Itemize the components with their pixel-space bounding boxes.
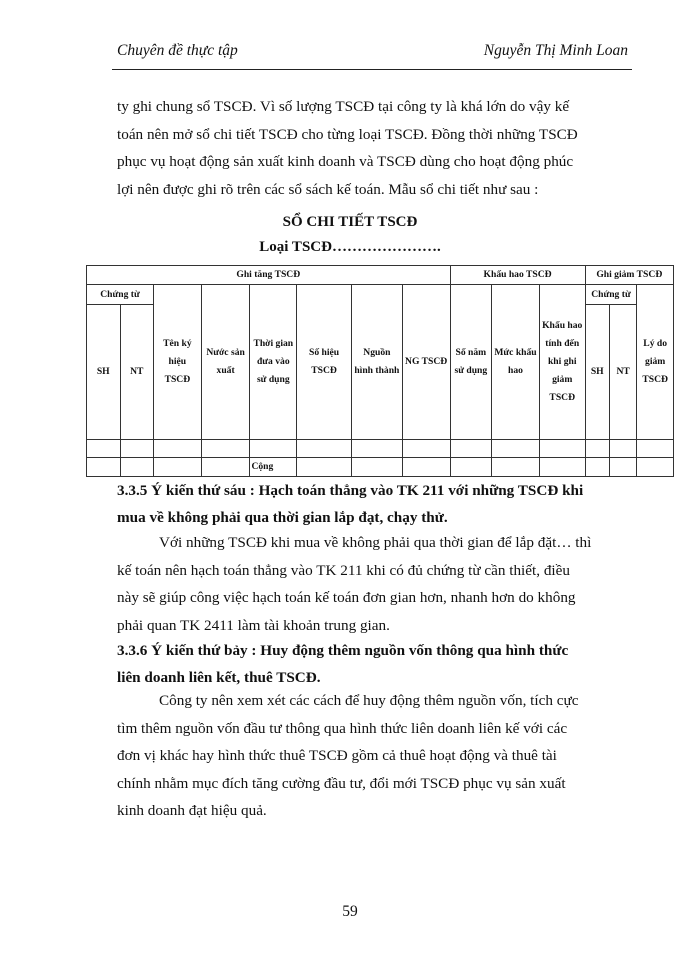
table-subgroup-header-row: [87, 285, 674, 305]
table-row: [87, 440, 674, 458]
group-depreciation-header: Khấu hao TSCĐ: [450, 266, 585, 285]
voucher-header-left: Chứng từ: [87, 285, 154, 305]
running-header-author: Nguyễn Thị Minh Loan: [483, 42, 628, 59]
col-decrease-reason: Lý do giảm TSCĐ: [637, 285, 674, 440]
col-country: Nước sản xuất: [201, 285, 250, 440]
col-nt-left: NT: [120, 305, 154, 440]
body-line: kế toán nên hạch toán thẳng vào TK 211 khi có đủ chứng từ cần thiết, điều: [117, 561, 570, 579]
col-original-cost: NG TSCĐ: [402, 285, 450, 440]
group-increase-header: Ghi tăng TSCĐ: [87, 266, 451, 285]
body-line: tìm thêm nguồn vốn đầu tư thông qua hình thức liên doanh liên kế với các: [117, 719, 568, 737]
col-sh-left: SH: [87, 305, 121, 440]
fixed-asset-ledger-table: [86, 265, 674, 477]
section-3-3-5-heading: [117, 477, 637, 531]
col-asset-name: Tên ký hiệu TSCĐ: [154, 285, 202, 440]
body-line: Với những TSCĐ khi mua về không phải qua thời gian để lắp đặt… thì: [159, 534, 592, 551]
group-decrease-header: Ghi giảm TSCĐ: [585, 266, 673, 285]
body-line: này sẽ giúp công việc hạch toán kế toán đơn gian hơn, nhanh hơn do không: [117, 589, 576, 606]
body-line: đơn vị khác hay hình thức thuê TSCĐ gồm cả thuê hoạt động và thuê tài: [117, 747, 557, 764]
section-3-3-5-body: [117, 529, 634, 639]
body-line: Công ty nên xem xét các cách để huy động thêm nguồn vốn, tích cực: [159, 692, 579, 709]
table-total-row: [87, 458, 674, 477]
intro-paragraph: [117, 93, 634, 203]
heading-line: 3.3.6 Ý kiến thứ bảy : Huy động thêm nguồn vốn thông qua hình thức: [117, 642, 569, 659]
col-years-used: Số năm sử dụng: [450, 285, 492, 440]
col-nt-right: NT: [609, 305, 636, 440]
voucher-header-right: Chứng từ: [585, 285, 637, 305]
col-usage-time: Thời gian đưa vào sử dụng: [250, 285, 297, 440]
col-asset-number: Số hiệu TSCĐ: [297, 285, 352, 440]
heading-line: 3.3.5 Ý kiến thứ sáu : Hạch toán thẳng vào TK 211 với những TSCĐ khi: [117, 482, 584, 499]
section-3-3-6-heading: [117, 637, 637, 691]
col-accumulated-depreciation: Khấu hao tính đến khi ghi giảm TSCĐ: [539, 285, 585, 440]
intro-line: toán nên mở sổ chi tiết TSCĐ cho từng loại TSCĐ. Đồng thời những TSCĐ: [117, 125, 578, 143]
ledger-title: SỔ CHI TIẾT TSCĐ: [282, 214, 418, 230]
header-divider: [112, 69, 632, 70]
total-label: Cộng: [250, 458, 297, 477]
intro-line: phục vụ hoạt động sản xuất kinh doanh và TSCĐ dùng cho hoạt động phúc: [117, 153, 574, 170]
intro-line: ty ghi chung sổ TSCĐ. Vì số lượng TSCĐ tại công ty là khá lớn do vậy kế: [117, 98, 570, 115]
col-source: Nguồn hình thành: [351, 285, 402, 440]
intro-line: lợi nên được ghi rõ trên các sổ sách kế toán. Mẫu sổ chi tiết như sau :: [117, 180, 539, 198]
body-line: kinh doanh đạt hiệu quả.: [117, 802, 267, 819]
section-3-3-6-body: [117, 687, 634, 825]
page-number: 59: [342, 903, 358, 920]
body-line: chính nhằm mục đích tăng cường đầu tư, đổi mới TSCĐ phục vụ sản xuất: [117, 774, 566, 792]
table-group-header-row: [87, 266, 674, 285]
body-line: phải quan TK 2411 làm tài khoản trung gian.: [117, 616, 390, 634]
heading-line: liên doanh liên kết, thuê TSCĐ.: [117, 669, 321, 686]
running-header-title: Chuyên đề thực tập: [117, 42, 238, 59]
ledger-subtitle: Loại TSCĐ………………….: [259, 239, 441, 255]
col-sh-right: SH: [585, 305, 609, 440]
col-depreciation-rate: Mức khấu hao: [492, 285, 540, 440]
heading-line: mua về không phải qua thời gian lắp đạt, chạy thử.: [117, 509, 448, 526]
